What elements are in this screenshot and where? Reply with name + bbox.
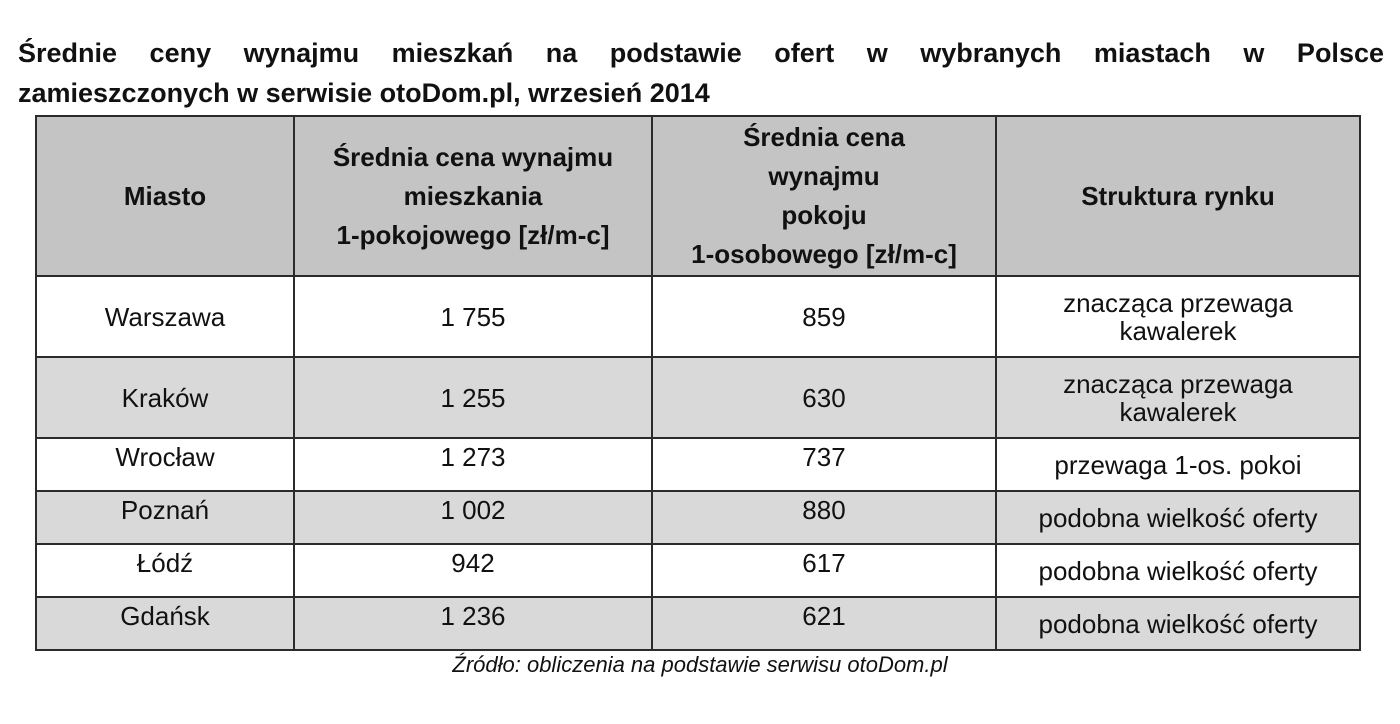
cell-room-price: 737 [652,438,996,491]
table-row [36,357,1360,438]
cell-structure: podobna wielkość oferty [996,597,1360,650]
header-market-structure: Struktura rynku [996,116,1360,276]
cell-room-price: 630 [652,357,996,438]
cell-structure: podobna wielkość oferty [996,491,1360,544]
header-flat-price: Średnia cena wynajmu mieszkania 1-pokojowego [zł/m-c] [294,116,652,276]
table-row [36,491,1360,544]
cell-room-price: 621 [652,597,996,650]
cell-city: Gdańsk [36,597,294,650]
cell-room-price: 617 [652,544,996,597]
header-city: Miasto [36,116,294,276]
document-title [18,33,1384,113]
header-room-price: Średnia cena wynajmu pokoju 1-osobowego [zł/m-c] [652,116,996,276]
cell-structure: znacząca przewaga kawalerek [996,357,1360,438]
cell-flat-price: 1 273 [294,438,652,491]
cell-structure: przewaga 1-os. pokoi [996,438,1360,491]
source-caption: Źródło: obliczenia na podstawie serwisu otoDom.pl [452,652,948,677]
cell-room-price: 859 [652,276,996,357]
table-row [36,438,1360,491]
cell-city: Kraków [36,357,294,438]
table-row [36,597,1360,650]
cell-city: Poznań [36,491,294,544]
cell-city: Wrocław [36,438,294,491]
cell-flat-price: 1 236 [294,597,652,650]
cell-city: Łódź [36,544,294,597]
cell-flat-price: 942 [294,544,652,597]
rent-prices-table [35,115,1361,651]
cell-flat-price: 1 255 [294,357,652,438]
cell-structure: znacząca przewaga kawalerek [996,276,1360,357]
cell-city: Warszawa [36,276,294,357]
table-row [36,544,1360,597]
table-row [36,276,1360,357]
cell-structure: podobna wielkość oferty [996,544,1360,597]
cell-room-price: 880 [652,491,996,544]
cell-flat-price: 1 002 [294,491,652,544]
title-line-1: Średnie ceny wynajmu mieszkań na podstawie ofert w wybranych miastach w Polsce [18,38,1384,68]
header-row [36,116,1360,276]
title-line-2: zamieszczonych w serwisie otoDom.pl, wrzesień 2014 [18,78,710,108]
cell-flat-price: 1 755 [294,276,652,357]
